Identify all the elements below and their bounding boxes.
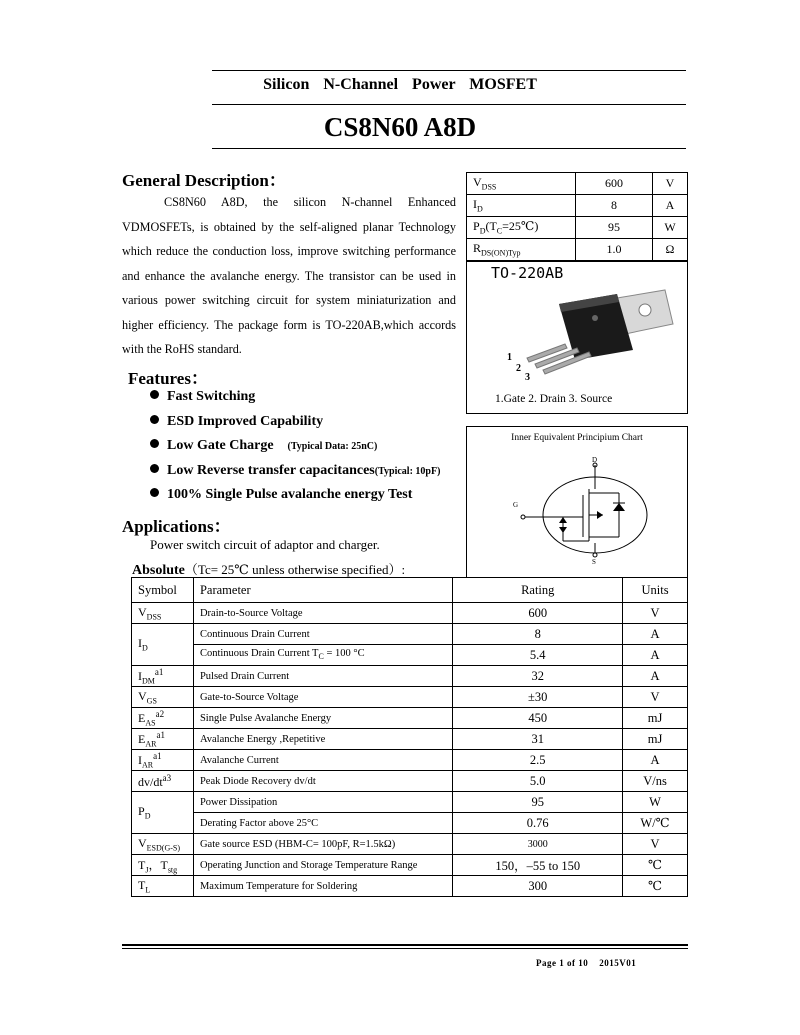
- parameter-text: Maximum Temperature for Soldering: [199, 880, 358, 892]
- row-parameter: [193, 729, 452, 750]
- mounting-hole: [639, 304, 651, 316]
- row-parameter: [193, 855, 452, 876]
- row-parameter: [193, 750, 452, 771]
- symbol-extra: ，T: [148, 857, 168, 872]
- summary-symbol-sub: D: [477, 204, 483, 214]
- symbol-sub: AR: [142, 760, 154, 770]
- symbol-letter: V: [138, 835, 147, 850]
- parameter-text: Continuous Drain Current: [199, 628, 310, 640]
- summary-value: 1.0: [576, 239, 653, 261]
- summary-row: [467, 195, 688, 217]
- document-title: CS8N60 A8D: [323, 112, 477, 142]
- column-header: Rating: [453, 578, 623, 603]
- row-parameter: [193, 834, 452, 855]
- row-parameter: [193, 792, 452, 813]
- parameter-text: Operating Junction and Storage Temperature Range: [199, 859, 418, 871]
- header-rule-middle: [212, 104, 686, 105]
- feature-text: Fast Switching: [167, 389, 256, 404]
- row-parameter: [193, 771, 452, 792]
- row-parameter: [193, 876, 452, 897]
- symbol-letter: T: [138, 877, 146, 892]
- row-rating: ±30: [453, 687, 623, 708]
- summary-symbol: [467, 195, 576, 217]
- parameter-text: Gate-to-Source Voltage: [199, 691, 299, 703]
- symbol-letter: V: [138, 604, 147, 619]
- parameter-text: Gate source ESD (HBM-C= 100pF, R=1.5kΩ): [199, 838, 396, 850]
- symbol-letter: I: [138, 636, 142, 651]
- row-rating: 95: [453, 792, 623, 813]
- row-unit: V: [623, 687, 688, 708]
- general-description-text: [122, 190, 456, 362]
- package-box: [466, 261, 688, 414]
- circuit-title: Inner Equivalent Principium Chart: [511, 433, 643, 443]
- symbol-sub: AS: [145, 718, 156, 728]
- summary-symbol-letter: P: [473, 219, 480, 234]
- header-rule-bottom: [212, 148, 686, 149]
- symbol-sub: J: [145, 865, 149, 875]
- row-symbol: [132, 771, 194, 792]
- row-rating: 0.76: [453, 813, 623, 834]
- summary-row: [467, 239, 688, 261]
- symbol-sub: DM: [142, 676, 155, 686]
- table-header-row: [132, 578, 688, 603]
- summary-symbol: [467, 217, 576, 239]
- table-row: [132, 792, 688, 813]
- absolute-label: Absolute: [132, 563, 185, 578]
- symbol-sup: a1: [153, 750, 162, 761]
- symbol-letter: E: [138, 731, 146, 746]
- symbol-sub: AR: [145, 739, 157, 749]
- footer-rule: [122, 944, 688, 946]
- row-unit: mJ: [623, 729, 688, 750]
- summary-symbol-sub: DSS: [481, 182, 497, 192]
- equivalent-circuit-box: [466, 426, 688, 578]
- summary-value: 8: [576, 195, 653, 217]
- row-unit: W: [623, 792, 688, 813]
- circuit-label-gate: G: [513, 501, 519, 509]
- row-rating: 2.5: [453, 750, 623, 771]
- feature-note: (Typical: 10pF): [374, 465, 441, 477]
- row-symbol: [132, 708, 194, 729]
- to220-package-drawing: [467, 262, 687, 413]
- summary-symbol-letter: V: [473, 175, 482, 190]
- table-row: [132, 771, 688, 792]
- feature-item: [150, 389, 255, 405]
- row-symbol: [132, 687, 194, 708]
- bullet-icon: [150, 415, 159, 424]
- row-parameter: [193, 666, 452, 687]
- row-symbol: [132, 666, 194, 687]
- summary-symbol-letter: R: [473, 241, 482, 256]
- absolute-ratings-label: [132, 559, 405, 579]
- row-unit: V/ns: [623, 771, 688, 792]
- row-rating: 300: [453, 876, 623, 897]
- parameter-suffix: = 100 °C: [323, 648, 365, 660]
- symbol-letter: P: [138, 804, 145, 819]
- table-row: [132, 666, 688, 687]
- row-symbol: [132, 729, 194, 750]
- column-header: Symbol: [132, 578, 194, 603]
- column-header: Units: [623, 578, 688, 603]
- summary-symbol: [467, 173, 576, 195]
- row-rating: 32: [453, 666, 623, 687]
- applications-text: Power switch circuit of adaptor and charger.: [150, 537, 380, 552]
- table-row: [132, 729, 688, 750]
- row-unit: A: [623, 624, 688, 645]
- table-row: [132, 603, 688, 624]
- applications-heading: Applications：: [122, 517, 231, 536]
- mosfet-schematic: [467, 427, 687, 577]
- page-footer: Page 1 of 10 2015V01: [536, 958, 637, 968]
- symbol-sup: a1: [156, 729, 165, 740]
- pin-label-3: 3: [525, 372, 530, 383]
- pin-label-2: 2: [516, 363, 521, 374]
- row-parameter: [193, 687, 452, 708]
- row-symbol: [132, 750, 194, 771]
- feature-text: 100% Single Pulse avalanche energy Test: [167, 487, 413, 502]
- symbol-letter: dv/dt: [138, 774, 163, 789]
- row-rating: 5.0: [453, 771, 623, 792]
- summary-unit: V: [653, 173, 688, 195]
- table-row: [132, 750, 688, 771]
- symbol-letter: I: [138, 668, 142, 683]
- summary-symbol: [467, 239, 576, 261]
- summary-row: [467, 173, 688, 195]
- bullet-icon: [150, 390, 159, 399]
- symbol-sub: D: [144, 811, 151, 821]
- symbol-letter: E: [138, 710, 146, 725]
- symbol-letter: I: [138, 752, 142, 767]
- parameter-text: Drain-to-Source Voltage: [199, 607, 303, 619]
- row-parameter: [193, 603, 452, 624]
- feature-text: Low Gate Charge: [167, 438, 274, 453]
- symbol-letter: V: [138, 688, 147, 703]
- row-rating: 8: [453, 624, 623, 645]
- table-row: [132, 834, 688, 855]
- symbol-sub: GS: [146, 696, 157, 706]
- parameter-text: Avalanche Current: [199, 754, 279, 766]
- column-header: Parameter: [193, 578, 452, 603]
- feature-text: ESD Improved Capability: [167, 413, 324, 429]
- parameter-text: Avalanche Energy ,Repetitive: [199, 733, 326, 745]
- row-symbol: [132, 855, 194, 876]
- feature-item: [150, 438, 377, 454]
- row-rating: 5.4: [453, 645, 623, 666]
- bullet-icon: [150, 488, 159, 497]
- symbol-letter: T: [138, 857, 146, 872]
- table-row: [132, 813, 688, 834]
- circuit-label-drain: D: [592, 456, 598, 464]
- row-unit: V: [623, 834, 688, 855]
- absolute-ratings-table: [131, 577, 688, 897]
- feature-item: [150, 487, 412, 503]
- symbol-sub: L: [145, 885, 151, 895]
- key-parameters-table: [466, 172, 688, 261]
- summary-symbol-suffix2: =25℃): [502, 219, 539, 234]
- summary-value: 95: [576, 217, 653, 239]
- symbol-extra-sub: stg: [167, 865, 178, 875]
- row-parameter: [193, 645, 452, 666]
- features-heading: Features：: [128, 369, 208, 388]
- summary-symbol-sub2: C: [496, 226, 503, 236]
- row-unit: W/℃: [623, 813, 688, 834]
- absolute-condition: （Tc= 25℃ unless otherwise specified）:: [184, 562, 406, 577]
- row-parameter: [193, 708, 452, 729]
- row-unit: A: [623, 666, 688, 687]
- summary-unit: W: [653, 217, 688, 239]
- feature-note: (Typical Data: 25nC): [287, 441, 378, 452]
- summary-symbol-sub: D: [479, 226, 486, 236]
- feature-item: [150, 414, 323, 430]
- row-symbol: [132, 792, 194, 834]
- row-symbol: [132, 624, 194, 666]
- row-symbol: [132, 603, 194, 624]
- bullet-icon: [150, 464, 159, 473]
- general-description-paragraph: CS8N60 A8D, the silicon N-channel Enhanced VDMOSFETs, is obtained by the self-aligned planar Technology which reduce the conduction loss, improve switching performance and enhance the avalanche energy. The transistor can be used in various power switching circuit for system miniaturization and higher efficiency. The package form is TO-220AB,which accords with the RoHS standard.: [122, 195, 456, 356]
- summary-symbol-suffix: (T: [485, 219, 497, 234]
- row-unit: A: [623, 645, 688, 666]
- table-row: [132, 624, 688, 645]
- table-row: [132, 876, 688, 897]
- table-row: [132, 687, 688, 708]
- summary-symbol-letter: I: [473, 197, 477, 212]
- parameter-text: Derating Factor above 25°C: [199, 817, 319, 829]
- row-symbol: [132, 876, 194, 897]
- general-description-heading: General Description：: [122, 171, 286, 190]
- row-rating: 600: [453, 603, 623, 624]
- row-unit: V: [623, 603, 688, 624]
- header-rule-top: [212, 70, 686, 71]
- document-subtitle: Silicon N-Channel Power MOSFET: [263, 76, 537, 93]
- parameter-text: Power Dissipation: [199, 796, 278, 808]
- summary-symbol-sub: DS(ON)Typ: [481, 248, 521, 258]
- row-unit: mJ: [623, 708, 688, 729]
- table-row: [132, 645, 688, 666]
- pinout-caption: 1.Gate 2. Drain 3. Source: [495, 393, 613, 405]
- table-row: [132, 855, 688, 876]
- row-unit: A: [623, 750, 688, 771]
- parameter-text: Pulsed Drain Current: [199, 670, 290, 682]
- row-parameter: [193, 813, 452, 834]
- row-rating: 3000: [453, 834, 623, 855]
- symbol-sup: a2: [155, 708, 165, 719]
- bullet-icon: [150, 439, 159, 448]
- summary-unit: A: [653, 195, 688, 217]
- summary-unit: Ω: [653, 239, 688, 261]
- feature-text: Low Reverse transfer capacitances: [167, 462, 375, 478]
- feature-item: [150, 463, 440, 479]
- circuit-label-source: S: [592, 558, 596, 566]
- symbol-sup: a1: [154, 666, 164, 677]
- symbol-sup: a3: [162, 772, 172, 783]
- footer-rule-thin: [122, 948, 688, 949]
- row-rating: 450: [453, 708, 623, 729]
- row-rating: 150，–55 to 150: [453, 855, 623, 876]
- pin-label-1: 1: [507, 352, 512, 363]
- row-unit: ℃: [623, 855, 688, 876]
- table-row: [132, 708, 688, 729]
- row-symbol: [132, 834, 194, 855]
- parameter-text: Peak Diode Recovery dv/dt: [199, 775, 316, 787]
- symbol-sub: D: [142, 643, 148, 653]
- parameter-sub: C: [318, 652, 324, 662]
- package-name: TO-220AB: [491, 264, 564, 282]
- summary-row: [467, 217, 688, 239]
- row-parameter: [193, 624, 452, 645]
- row-rating: 31: [453, 729, 623, 750]
- parameter-text: Single Pulse Avalanche Energy: [199, 712, 332, 724]
- row-unit: ℃: [623, 876, 688, 897]
- symbol-sub: ESD(G-S): [146, 843, 181, 853]
- summary-value: 600: [576, 173, 653, 195]
- symbol-sub: DSS: [146, 612, 162, 622]
- parameter-text: Continuous Drain Current T: [199, 648, 319, 660]
